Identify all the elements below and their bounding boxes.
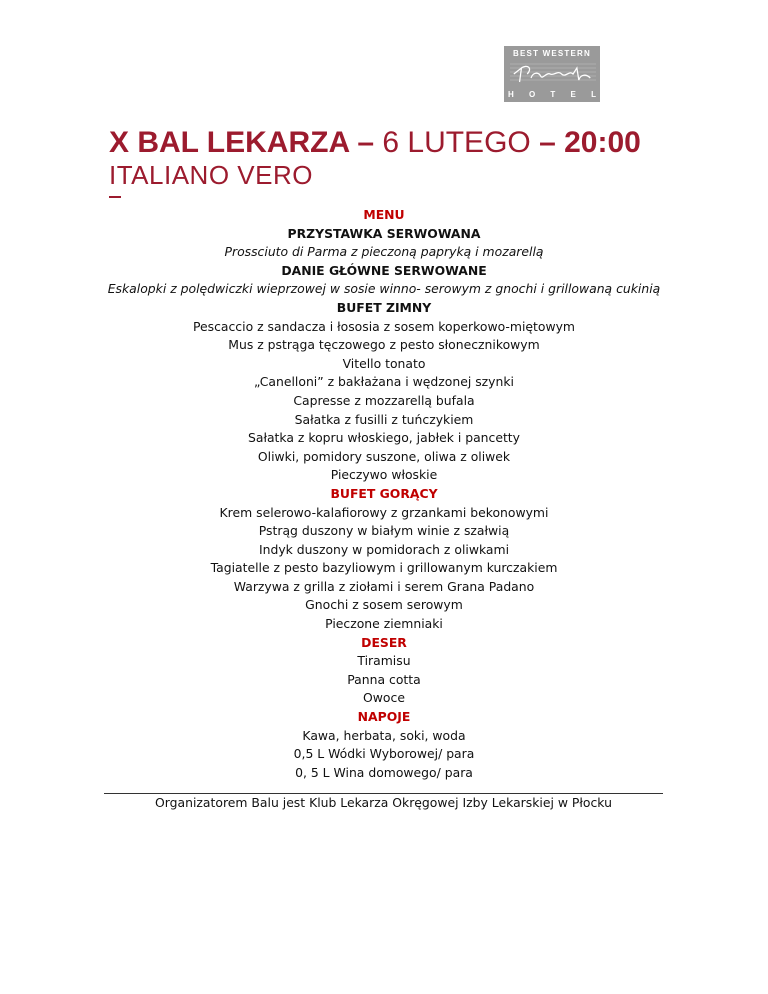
logo-letter: T [550, 90, 556, 99]
menu-item: Tagiatelle z pesto bazyliowym i grillowanym kurczakiem [210, 560, 558, 576]
section-heading: DESER [361, 634, 407, 650]
accent-dash [109, 196, 121, 198]
section-heading: PRZYSTAWKA SERWOWANA [287, 225, 481, 241]
menu-item: Krem selerowo-kalafiorowy z grzankami bekonowymi [219, 504, 549, 520]
logo-letter: H [508, 90, 514, 99]
event-time: 20:00 [564, 126, 641, 159]
menu-item: Eskalopki z polędwiczki wieprzowej w sosie winno- serowym z gnochi i grillowaną cukinią [107, 281, 661, 297]
menu-item: Pieczywo włoskie [330, 467, 438, 483]
menu-item: Indyk duszony w pomidorach z oliwkami [258, 541, 510, 557]
headline-separator: – [530, 126, 565, 159]
menu-item: Pieczone ziemniaki [325, 616, 443, 632]
menu-item: 0, 5 L Wina domowego/ para [295, 764, 473, 780]
footer-organizer-note: Organizatorem Balu jest Klub Lekarza Okręgowej Izby Lekarskiej w Płocku [155, 795, 612, 810]
logo-signature [510, 58, 596, 88]
logo-letter: O [528, 90, 536, 99]
menu-item: Panna cotta [347, 671, 421, 687]
menu-list [0, 206, 768, 782]
menu-item: Sałatka z kopru włoskiego, jabłek i pancetty [247, 430, 521, 446]
headline-separator: – [349, 126, 383, 159]
hotel-logo [504, 46, 600, 102]
logo-letter: E [570, 90, 576, 99]
menu-item: Gnochi z sosem serowym [305, 597, 463, 613]
menu-item: Warzywa z grilla z ziołami i serem Grana Padano [233, 578, 535, 594]
menu-item: Oliwki, pomidory suszone, oliwa z oliwek [257, 448, 511, 464]
section-heading: BUFET ZIMNY [336, 299, 432, 315]
menu-item: „Canelloni” z bakłażana i wędzonej szynki [254, 374, 514, 390]
menu-item: Capresse z mozzarellą bufala [293, 392, 475, 408]
logo-hotel-word [508, 90, 596, 99]
menu-item: Tiramisu [357, 653, 411, 669]
menu-item: 0,5 L Wódki Wyborowej/ para [293, 746, 475, 762]
menu-title: MENU [363, 207, 405, 222]
section-heading: DANIE GŁÓWNE SERWOWANE [281, 262, 487, 278]
menu-item: Prossciuto di Parma z pieczoną papryką i mozarellą [224, 244, 544, 260]
menu-item: Vitello tonato [342, 355, 426, 371]
menu-item: Kawa, herbata, soki, woda [302, 727, 466, 743]
section-heading: BUFET GORĄCY [330, 485, 438, 501]
event-subtitle: ITALIANO VERO [109, 160, 313, 190]
menu-item: Pstrąg duszony w białym winie z szałwią [258, 523, 510, 539]
menu-item: Owoce [363, 690, 405, 706]
menu-item: Mus z pstrąga tęczowego z pesto słonecznikowym [228, 337, 540, 353]
logo-letter: L [591, 90, 596, 99]
event-headline [109, 126, 641, 160]
menu-item: Sałatka z fusilli z tuńczykiem [294, 411, 474, 427]
menu-item: Pescaccio z sandacza i łososia z sosem koperkowo-miętowym [192, 318, 575, 334]
event-date: 6 LUTEGO [382, 126, 531, 159]
event-name: X BAL LEKARZA [109, 126, 349, 159]
logo-top-text: BEST WESTERN [513, 49, 591, 58]
section-heading: NAPOJE [357, 709, 411, 725]
